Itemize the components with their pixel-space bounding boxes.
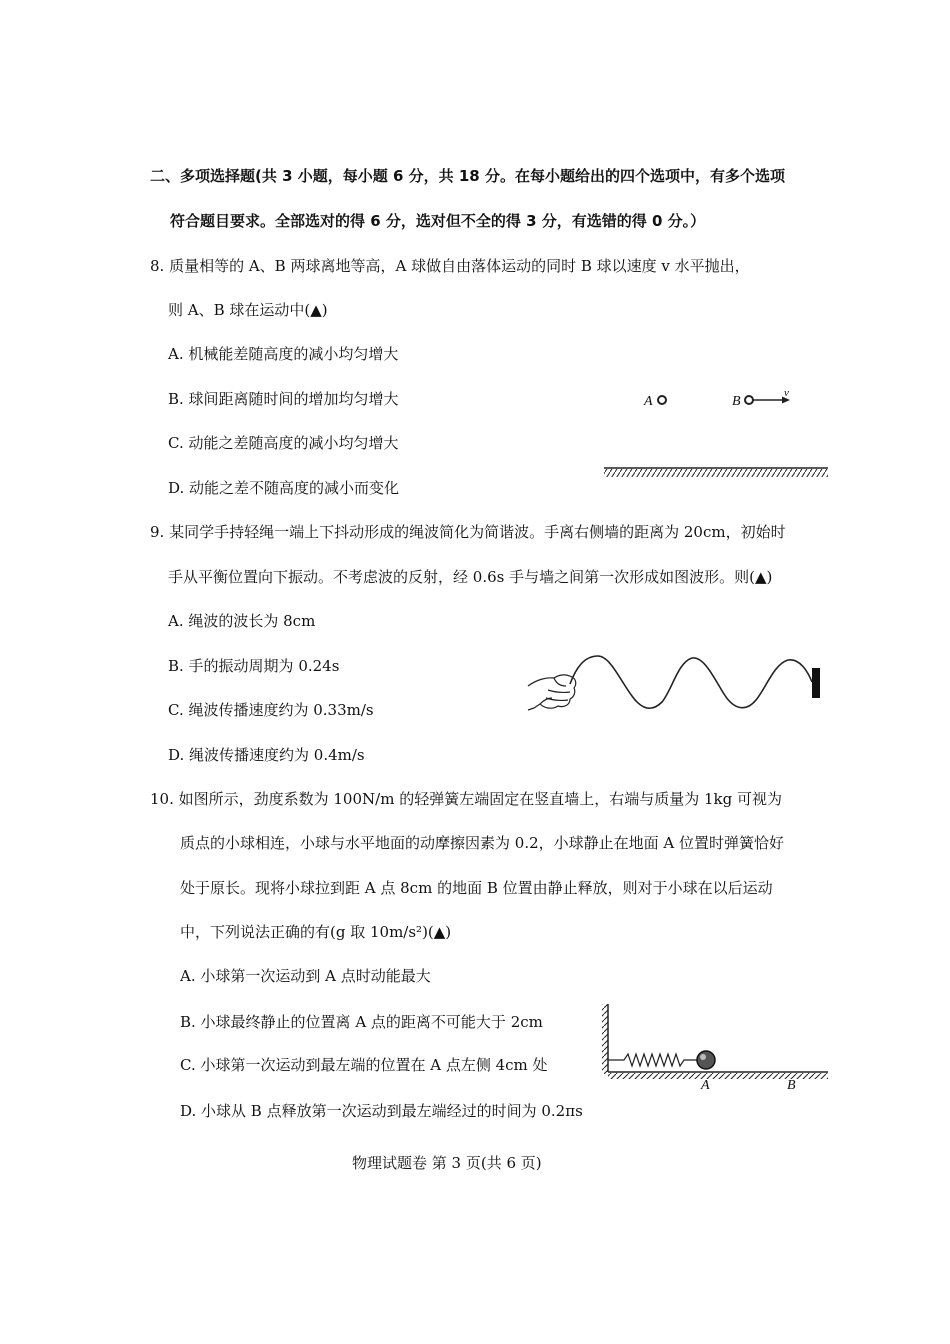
ball-a xyxy=(658,396,666,404)
q10-option-b: B. 小球最终静止的位置离 A 点的距离不可能大于 2cm xyxy=(180,1013,543,1031)
q10-label-a: A xyxy=(701,1078,710,1093)
rope-wave xyxy=(570,656,812,708)
q8-option-c: C. 动能之差随高度的减小均匀增大 xyxy=(168,434,399,452)
spring xyxy=(608,1054,698,1066)
q10-stem-line1: 10. 如图所示，劲度系数为 100N/m 的轻弹簧左端固定在竖直墙上，右端与质量为 1kg 可视为 xyxy=(150,790,782,808)
ball-b xyxy=(745,396,753,404)
wall-hatch xyxy=(602,1004,608,1074)
section-header-line1: 二、多项选择题(共 3 小题，每小题 6 分，共 18 分。在每小题给出的四个选项中，有多个选项 xyxy=(150,167,785,185)
hand-icon xyxy=(528,675,576,710)
q9-figure xyxy=(526,650,826,720)
q9-option-c: C. 绳波传播速度约为 0.33m/s xyxy=(168,701,374,719)
q8-label-a: A xyxy=(644,394,653,409)
q10-option-c: C. 小球第一次运动到最左端的位置在 A 点左侧 4cm 处 xyxy=(180,1056,548,1074)
page-footer: 物理试题卷 第 3 页(共 6 页) xyxy=(352,1154,542,1172)
q10-stem-line3: 处于原长。现将小球拉到距 A 点 8cm 的地面 B 位置由静止释放，则对于小球在以后运动 xyxy=(180,879,773,897)
q10-stem-line2: 质点的小球相连，小球与水平地面的动摩擦因素为 0.2，小球静止在地面 A 位置时弹簧恰好 xyxy=(180,834,784,852)
q9-option-a: A. 绳波的波长为 8cm xyxy=(168,612,316,630)
q9-stem-line2: 手从平衡位置向下振动。不考虑波的反射，经 0.6s 手与墙之间第一次形成如图波形。则(▲) xyxy=(168,568,773,586)
section-header-line2: 符合题目要求。全部选对的得 6 分，选对但不全的得 3 分，有选错的得 0 分。） xyxy=(170,212,706,230)
q10-figure xyxy=(598,1002,832,1094)
q9-option-d: D. 绳波传播速度约为 0.4m/s xyxy=(168,746,365,764)
q8-option-a: A. 机械能差随高度的减小均匀增大 xyxy=(168,345,399,363)
wall-block xyxy=(812,668,820,698)
q8-stem-line1: 8. 质量相等的 A、B 两球离地等高，A 球做自由落体运动的同时 B 球以速度 v 水平抛出， xyxy=(150,257,750,275)
q8-label-v: v xyxy=(784,387,789,399)
ground-hatch xyxy=(604,469,828,477)
q9-stem-line1: 9. 某同学手持轻绳一端上下抖动形成的绳波简化为简谐波。手离右侧墙的距离为 20cm，初始时 xyxy=(150,523,786,541)
q10-stem-line4: 中，下列说法正确的有(g 取 10m/s²)(▲) xyxy=(180,923,452,941)
q8-option-d: D. 动能之差不随高度的减小而变化 xyxy=(168,479,400,497)
q8-option-b: B. 球间距离随时间的增加均匀增大 xyxy=(168,390,399,408)
q8-figure xyxy=(600,384,832,484)
q8-stem-line2: 则 A、B 球在运动中(▲) xyxy=(168,301,328,319)
q10-option-a: A. 小球第一次运动到 A 点时动能最大 xyxy=(180,967,431,985)
ball xyxy=(697,1051,715,1069)
q10-label-b: B xyxy=(787,1078,796,1093)
q8-label-b: B xyxy=(732,394,741,409)
q9-option-b: B. 手的振动周期为 0.24s xyxy=(168,657,340,675)
q10-option-d: D. 小球从 B 点释放第一次运动到最左端经过的时间为 0.2πs xyxy=(180,1102,583,1120)
